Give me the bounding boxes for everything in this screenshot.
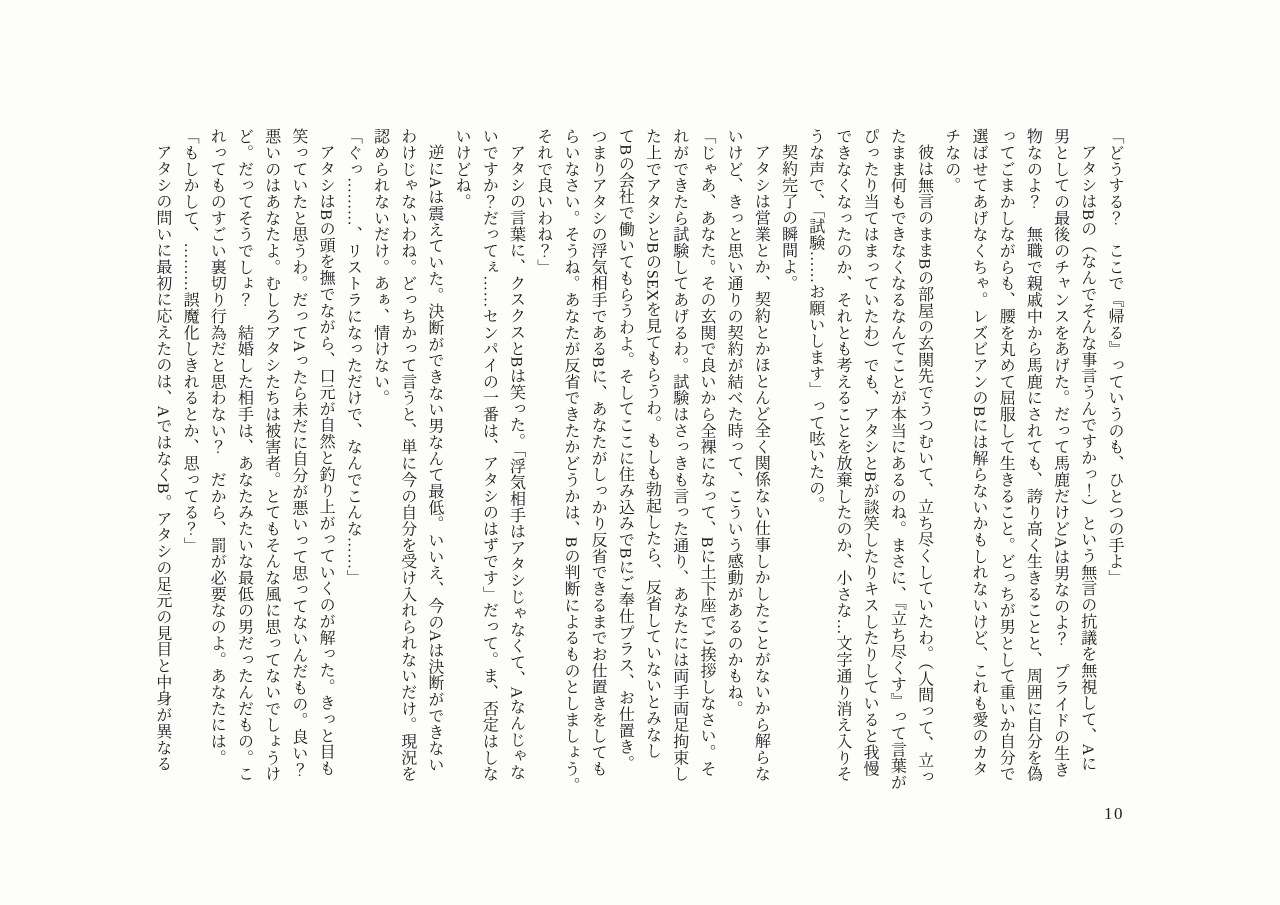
text-line: 認められないだけ。あぁ、情けない。 bbox=[371, 128, 389, 406]
text-line: てBの会社で働いてもらうわよ。そしてここに住み込みでBにご奉仕プラス、お仕置き。 bbox=[616, 128, 634, 772]
text-line: れができたら試験してあげるわ。試験はさっきも言った通り、あなたには両手両足拘束し bbox=[670, 128, 688, 782]
text-line: ってごまかしながらも、腰を丸めて屈服して生きること。どっちが男として重いか自分で bbox=[997, 128, 1015, 782]
text-line: ど。だってそうでしょ？ 結婚した相手は、あなたみたいな最低の男だったんだもの。こ bbox=[235, 128, 253, 782]
text-line: いけどね。 bbox=[453, 128, 471, 210]
text-line: 「じゃあ、あなた。その玄関で良いから全裸になって、Bに土下座でご挨拶しなさい。そ bbox=[697, 128, 715, 777]
text-line: 男としての最後のチャンスをあげた。だって馬鹿だけどAは男なのよ？ プライドの生き bbox=[1051, 128, 1069, 778]
text-line: 逆にAは震えていた。決断ができない男なんて最低。いいえ、今のAは決断ができない bbox=[425, 144, 443, 773]
text-line: いけど、きっと思い通りの契約が結べた時って、こういう感動があるのかもね。 bbox=[725, 128, 743, 717]
text-line: れってものすごい裏切り行為だと思わない？ だから、罰が必要なのよ。あなたには。 bbox=[208, 128, 226, 766]
text-line: 「ぐっ………、リストラになっただけで、なんでこんな……」 bbox=[344, 128, 362, 586]
text-line: うな声で、「試験……お願いします」って呟いたの。 bbox=[806, 128, 824, 513]
text-line: 悪いのはあなたよ。むしろアタシたちは被害者。とてもそんな風に思ってないでしょうけ bbox=[262, 128, 280, 782]
text-line: 「どうする？ ここで『帰る』っていうのも、ひとつの手よ」 bbox=[1106, 128, 1123, 586]
text-line: 物なのよ？ 無職で親戚中から馬鹿にされても、誇り高く生きることと、周囲に自分を偽 bbox=[1024, 128, 1042, 782]
text-line: できなくなったのか、それとも考えることを放棄したのか、小さな…文字通り消え入りそ bbox=[833, 128, 851, 782]
text-line: ぴったり当てはまっていたわ）でも、アタシとBが談笑したりキスしたりしていると我慢 bbox=[861, 128, 879, 777]
text-line: アタシは営業とか、契約とかほとんど全く関係ない仕事しかしたことがないから解らな bbox=[752, 144, 770, 782]
text-line: それで良いわね？」 bbox=[534, 128, 552, 276]
text-line: アタシの問いに最初に応えたのは、AではなくB。アタシの足元の見目と中身が異なる bbox=[153, 144, 171, 772]
text-line: らいなさい。そうね。あなたが反省できたかどうかは、Bの判断によるものとしましょう。 bbox=[561, 128, 579, 794]
text-line: アタシの言葉に、クスクスとBは笑った。「浮気相手はアタシじゃなくて、Aなんじゃな bbox=[507, 144, 525, 781]
text-line: つまりアタシの浮気相手であるBに、あなたがしっかり反省できるまでお仕置きをしても bbox=[589, 128, 607, 777]
text-line: アタシはBの（なんでそんな事言うんですかっ！）という無言の抗議を無視して、Aに bbox=[1078, 144, 1096, 772]
page-number: 10 bbox=[1104, 804, 1124, 823]
vertical-text-block bbox=[149, 128, 1128, 796]
text-line: わけじゃないわね。どっちかって言うと、単に今の自分を受け入れられないだけ。現況を bbox=[398, 128, 416, 782]
text-line: たまま何もできなくなるなんてことが本当にあるのね。まさに、『立ち尽くす』って言葉が bbox=[888, 128, 906, 791]
text-line: 「もしかして、………誤魔化しきれるとか、思ってる？」 bbox=[181, 128, 199, 554]
text-line: アタシはBの頭を撫でながら、口元が自然と釣り上がっていくのが解った。きっと目も bbox=[317, 144, 335, 777]
text-line: いですか？だってぇ……センパイの一番は、アタシのはずです」だって。ま、否定はしな bbox=[480, 128, 498, 782]
text-line: チなの。 bbox=[942, 128, 960, 194]
text-line: 彼は無言のままBの部屋の玄関先でうつむいて、立ち尽くしていたわ。（人間って、立っ bbox=[915, 144, 933, 785]
text-line: た上でアタシとBのSEXを見てもらうわ。もしも勃起したら、反省していないとみなし bbox=[643, 128, 661, 759]
text-line: 笑っていたと思うわ。だってAったら未だに自分が悪いって思ってないんだもの。良い？ bbox=[289, 128, 307, 778]
text-line: 契約完了の瞬間よ。 bbox=[779, 144, 797, 292]
text-line: 選ばせてあげなくちゃ。レズビアンのBには解らないかもしれないけど、これも愛のカタ bbox=[969, 128, 987, 777]
